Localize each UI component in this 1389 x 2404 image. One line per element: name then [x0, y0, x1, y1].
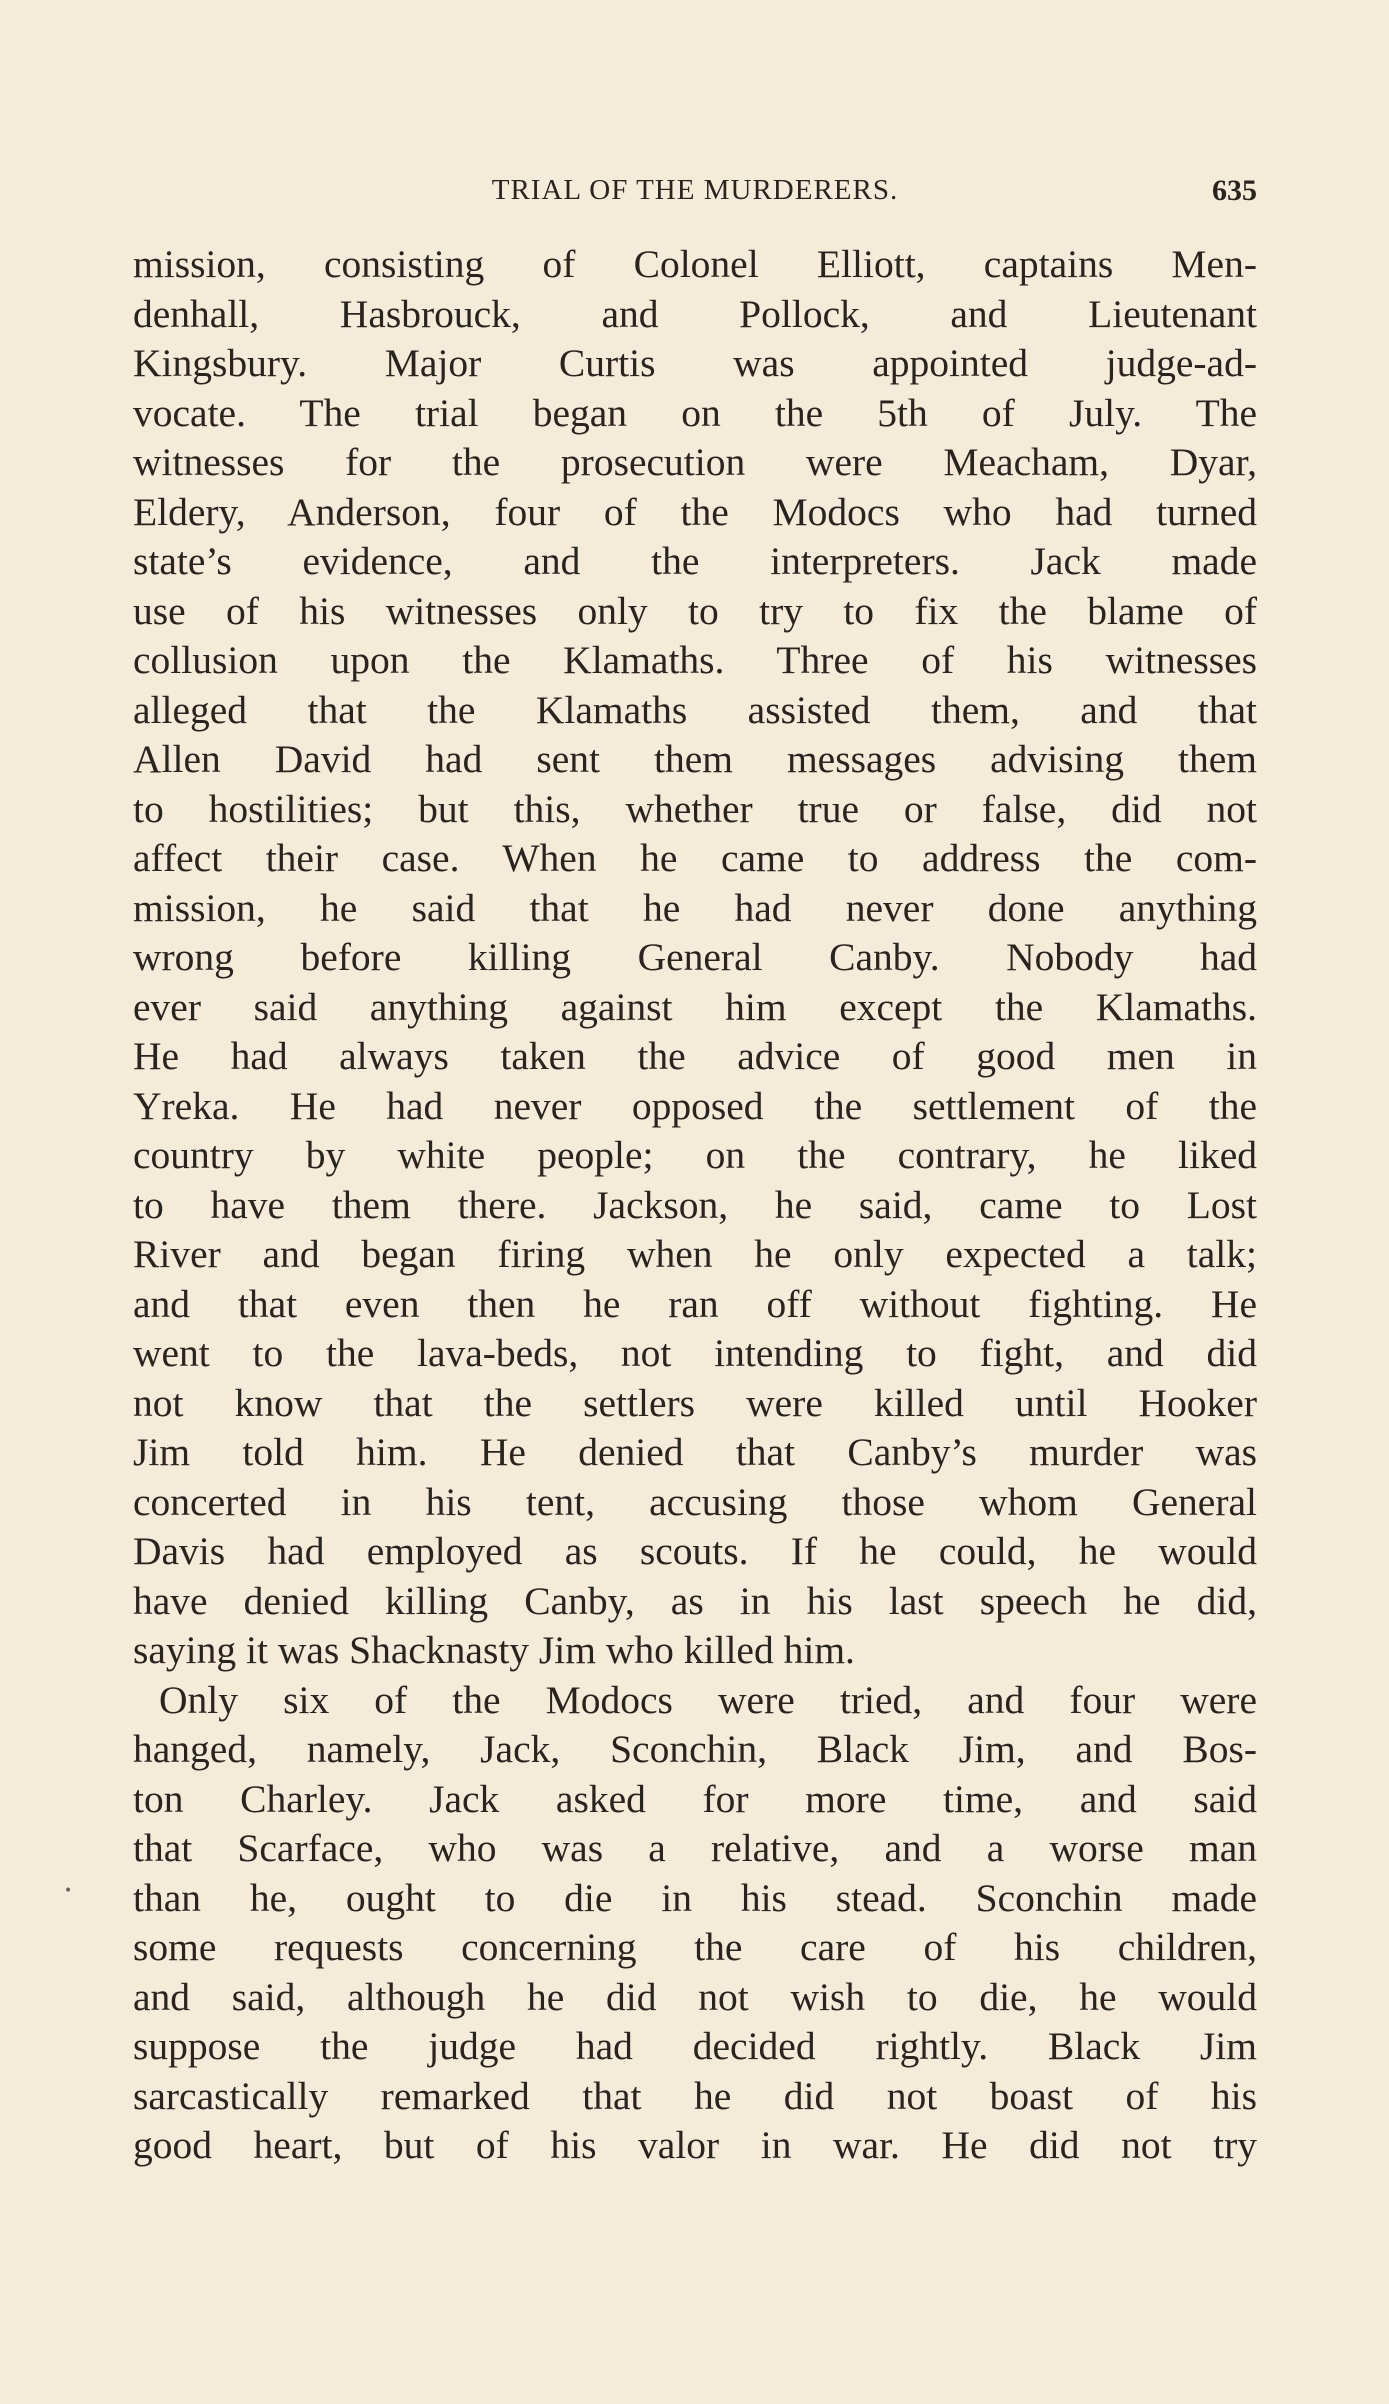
text-line: mission, he said that he had never done anything — [133, 885, 1257, 930]
text-line: not know that the settlers were killed until Hooker — [133, 1380, 1257, 1425]
text-line: saying it was Shacknasty Jim who killed him. — [133, 1628, 855, 1672]
text-line: went to the lava-beds, not intending to fight, and did — [133, 1331, 1257, 1375]
text-line: He had always taken the advice of good men in — [133, 1034, 1257, 1078]
text-line: Jim told him. He denied that Canby’s murder was — [133, 1430, 1257, 1474]
text-line: and that even then he ran off without fighting. He — [133, 1281, 1257, 1326]
text-line: wrong before killing General Canby. Nobody had — [133, 935, 1257, 979]
text-line: than he, ought to die in his stead. Sconchin made — [133, 1875, 1257, 1920]
text-line: sarcastically remarked that he did not boast of his — [133, 2073, 1257, 2118]
text-line: witnesses for the prosecution were Meacham, Dyar, — [133, 440, 1257, 484]
body-text — [133, 240, 1257, 2171]
text-line: to have them there. Jackson, he said, came to Lost — [133, 1182, 1257, 1227]
text-line: ton Charley. Jack asked for more time, and said — [133, 1776, 1257, 1821]
text-line: alleged that the Klamaths assisted them, and that — [133, 687, 1257, 732]
text-line: mission, consisting of Colonel Elliott, captains Men- — [133, 242, 1257, 286]
text-line: Yreka. He had never opposed the settlement of the — [133, 1083, 1257, 1128]
text-line: hanged, namely, Jack, Sconchin, Black Jim, and Bos- — [133, 1727, 1257, 1771]
text-line: some requests concerning the care of his children, — [133, 1925, 1257, 1969]
page-header — [133, 170, 1257, 218]
text-line: ever said anything against him except the Klamaths. — [133, 984, 1257, 1029]
text-line: Allen David had sent them messages advising them — [133, 737, 1257, 781]
text-line: collusion upon the Klamaths. Three of his witnesses — [133, 638, 1257, 682]
text-line: that Scarface, who was a relative, and a worse man — [133, 1826, 1257, 1870]
text-line: Davis had employed as scouts. If he could, he would — [133, 1529, 1257, 1573]
text-line: suppose the judge had decided rightly. Black Jim — [133, 2024, 1257, 2068]
running-title: TRIAL OF THE MURDERERS. — [491, 174, 899, 206]
text-line: River and began firing when he only expected a talk; — [133, 1232, 1257, 1276]
text-line: to hostilities; but this, whether true or false, did not — [133, 786, 1257, 831]
text-line: state’s evidence, and the interpreters. Jack made — [133, 539, 1257, 583]
text-line: Only six of the Modocs were tried, and four were — [159, 1677, 1257, 1722]
text-line: affect their case. When he came to address the com- — [133, 836, 1257, 880]
text-line: Eldery, Anderson, four of the Modocs who had turned — [133, 489, 1257, 534]
text-line: country by white people; on the contrary, he liked — [133, 1133, 1257, 1177]
text-line: concerted in his tent, accusing those whom General — [133, 1479, 1257, 1524]
text-line: denhall, Hasbrouck, and Pollock, and Lieutenant — [133, 291, 1257, 336]
text-line: Kingsbury. Major Curtis was appointed judge-ad- — [133, 341, 1257, 385]
margin-mark: • — [64, 1883, 73, 1899]
text-line: and said, although he did not wish to die, he would — [133, 1974, 1257, 2019]
text-line: use of his witnesses only to try to fix the blame of — [133, 588, 1257, 633]
text-line: have denied killing Canby, as in his last speech he did, — [133, 1578, 1257, 1623]
text-line: vocate. The trial began on the 5th of July. The — [133, 390, 1257, 435]
text-line: good heart, but of his valor in war. He did not try — [133, 2123, 1257, 2167]
page-number: 635 — [1212, 174, 1257, 207]
